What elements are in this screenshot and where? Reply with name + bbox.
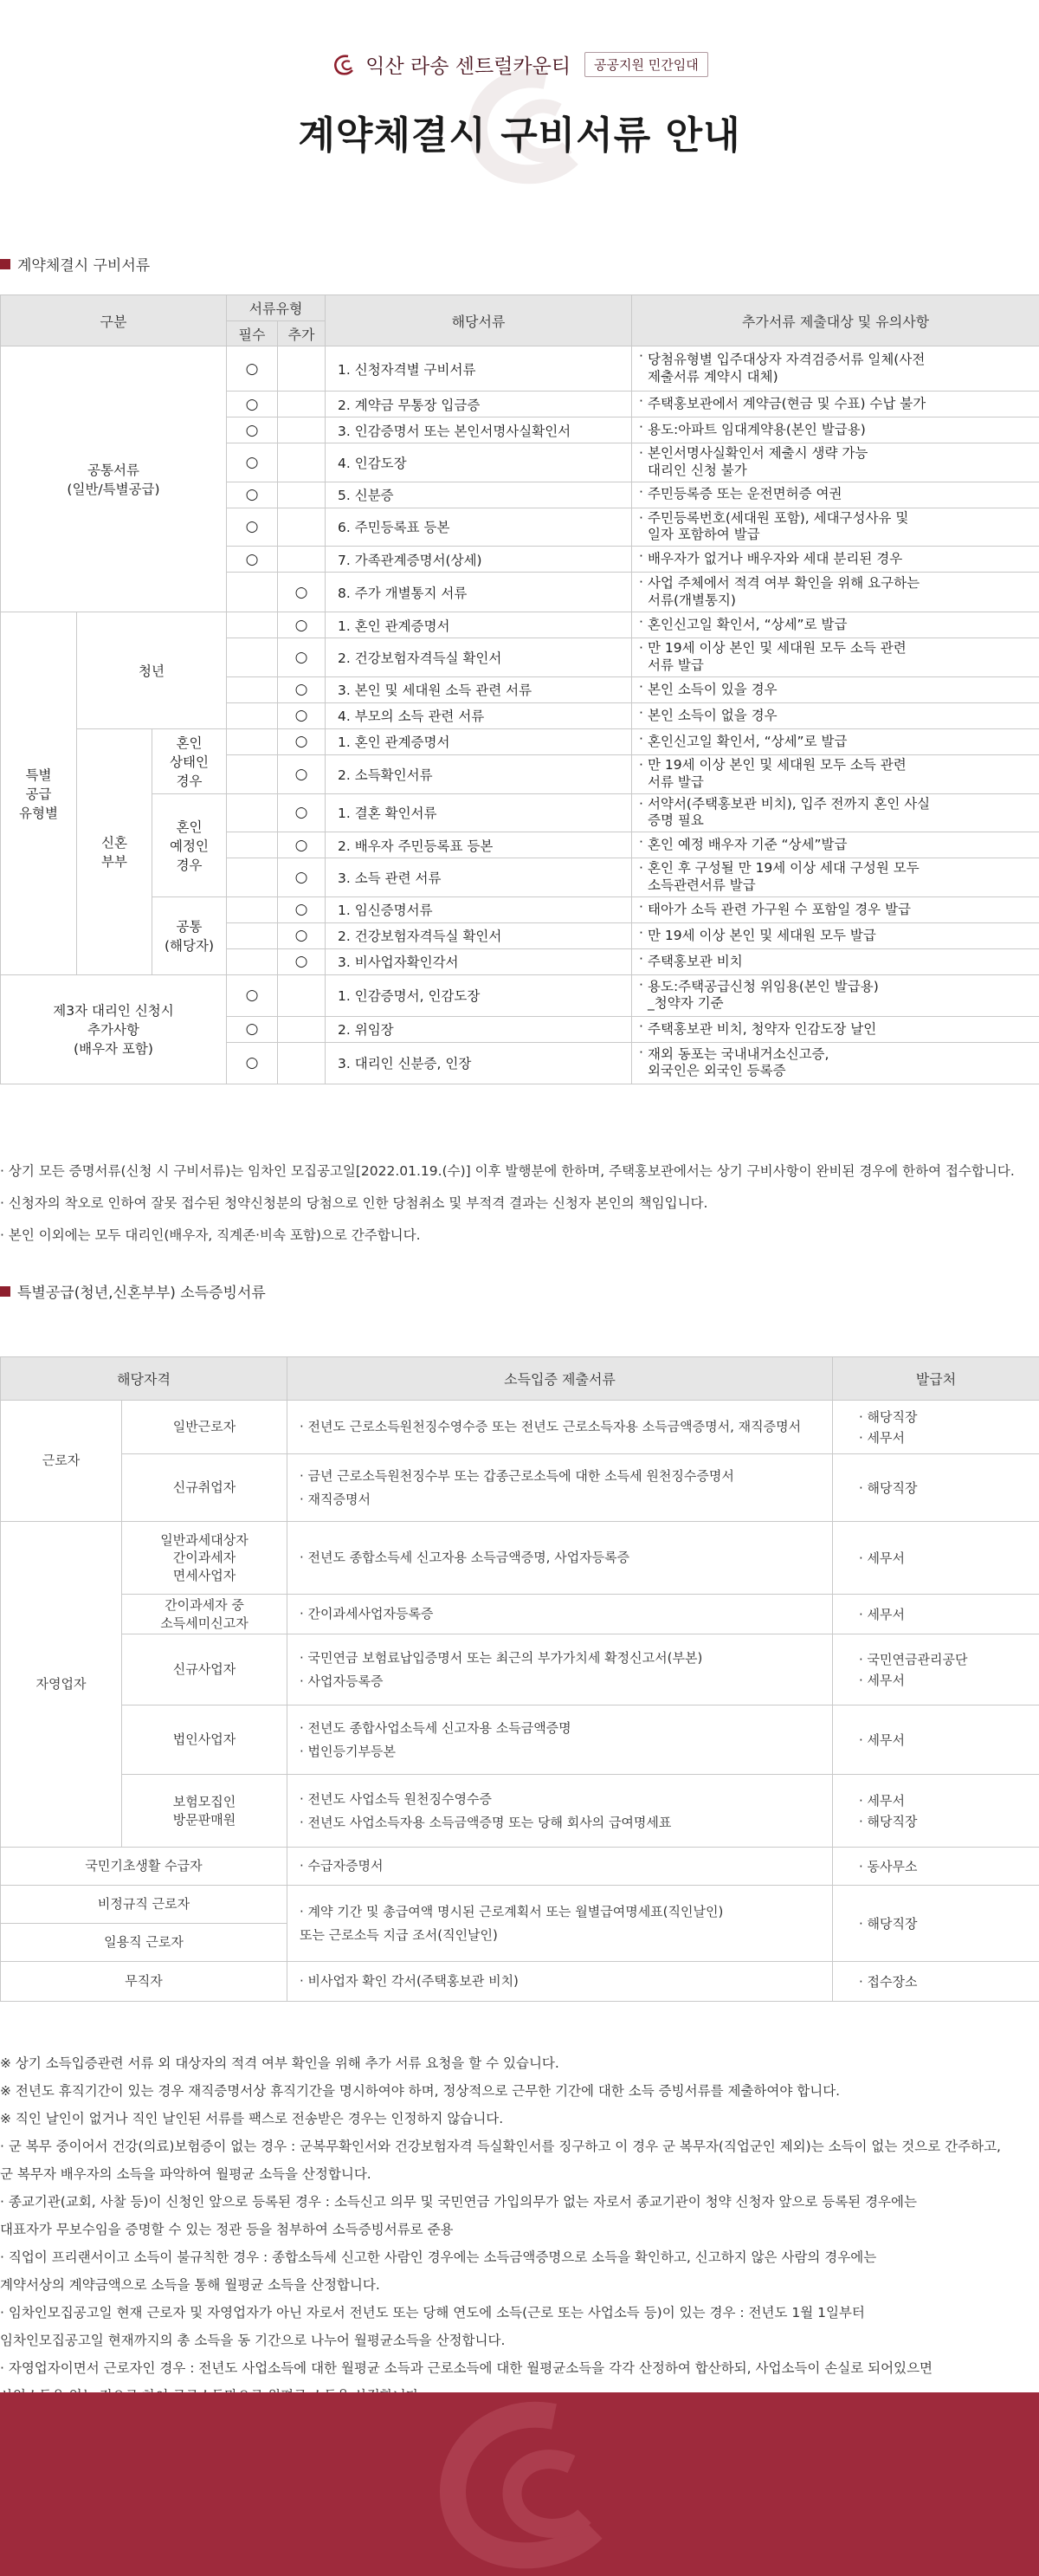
doc-name: 4. 부모의 소득 관련 서류: [326, 702, 632, 728]
footnote: ※ 직인 날인이 없거나 직인 날인된 서류를 팩스로 전송받은 경우는 인정하지 않습니다.: [0, 2111, 504, 2126]
qual-name: 비정규직 근로자: [1, 1886, 287, 1924]
additional-mark: [278, 974, 326, 1016]
group-self-employed: 자영업자: [1, 1522, 122, 1848]
table-row: [1, 1962, 1039, 2002]
doc-name: 2. 건강보험자격득실 확인서: [326, 922, 632, 948]
section2-footnotes: [0, 2049, 1039, 2410]
doc-note: · 본인 소득이 없을 경우: [632, 702, 1039, 728]
doc-note: · 만 19세 이상 본인 및 세대원 모두 발급: [632, 922, 1039, 948]
group-youth: 청년: [77, 612, 227, 729]
required-mark: [227, 832, 278, 858]
required-mark: ○: [227, 974, 278, 1016]
required-mark: ○: [227, 1016, 278, 1042]
additional-mark: ○: [278, 728, 326, 754]
doc-note: · 주택홍보관에서 계약금(현금 및 수표) 수납 불가: [632, 392, 1039, 417]
header-doc-type: 서류유형: [227, 295, 326, 321]
doc-name: 5. 신분증: [326, 482, 632, 508]
issuer: · 해당직장 · 세무서: [833, 1401, 1039, 1454]
footnote: · 직업이 프리랜서이고 소득이 불규칙한 경우 : 종합소득세 신고한 사람인 경우에는 소득금액증명으로 소득을 확인하고, 신고하지 않은 사람의 경우에는: [0, 2249, 877, 2265]
doc-name: 2. 건강보험자격득실 확인서: [326, 638, 632, 677]
footnote: 대표자가 무보수임을 증명할 수 있는 정관 등을 첨부하여 소득증빙서류로 준용: [0, 2222, 454, 2237]
doc-name: 4. 인감도장: [326, 443, 632, 482]
income-doc: · 금년 근로소득원천징수부 또는 갑종근로소득에 대한 소득세 원천징수증명서 · 재직증명서: [287, 1454, 833, 1522]
doc-name: 2. 배우자 주민등록표 등본: [326, 832, 632, 858]
required-mark: [227, 702, 278, 728]
qual-name: 무직자: [1, 1962, 287, 2002]
doc-note: · 주택홍보관 비치, 청약자 인감도장 날인: [632, 1016, 1039, 1042]
doc-note: · 혼인 후 구성될 만 19세 이상 세대 구성원 모두 소득관련서류 발급: [632, 858, 1039, 897]
qual-name: 간이과세자 중 소득세미신고자: [122, 1595, 287, 1634]
required-mark: [227, 948, 278, 974]
doc-note: · 재외 동포는 국내내거소신고증, 외국인은 외국인 등록증: [632, 1042, 1039, 1084]
doc-name: 2. 소득확인서류: [326, 754, 632, 793]
income-doc: · 전년도 근로소득원천징수영수증 또는 전년도 근로소득자용 소득금액증명서, 재직증명서: [287, 1401, 833, 1454]
issuer: · 세무서: [833, 1705, 1039, 1775]
required-mark: [227, 612, 278, 638]
doc-name: 3. 인감증명서 또는 본인서명사실확인서: [326, 417, 632, 443]
doc-note: · 사업 주체에서 적격 여부 확인을 위해 요구하는 서류(개별통지): [632, 573, 1039, 612]
doc-name: 1. 결혼 확인서류: [326, 793, 632, 832]
doc-name: 1. 혼인 관계증명서: [326, 728, 632, 754]
doc-name: 6. 주민등록표 등본: [326, 508, 632, 547]
issuer: · 동사무소: [833, 1848, 1039, 1886]
required-mark: [227, 728, 278, 754]
required-mark: [227, 676, 278, 702]
table-row: [1, 974, 1039, 1016]
additional-mark: ○: [278, 612, 326, 638]
additional-mark: [278, 417, 326, 443]
qual-name: 일반근로자: [122, 1401, 287, 1454]
doc-note: · 본인서명사실확인서 제출시 생략 가능 대리인 신청 불가: [632, 443, 1039, 482]
additional-mark: ○: [278, 832, 326, 858]
footnote: 계약서상의 계약금액으로 소득을 통해 월평균 소득을 산정합니다.: [0, 2277, 380, 2293]
doc-note: · 혼인신고일 확인서, “상세”로 발급: [632, 612, 1039, 638]
additional-mark: ○: [278, 638, 326, 677]
group-married: 혼인 상태인 경우: [152, 728, 227, 793]
additional-mark: [278, 547, 326, 573]
header-qual: 해당자격: [1, 1357, 287, 1401]
issuer: · 세무서: [833, 1595, 1039, 1634]
doc-name: 3. 비사업자확인각서: [326, 948, 632, 974]
additional-mark: [278, 1042, 326, 1084]
footnote: · 종교기관(교회, 사찰 등)이 신청인 앞으로 등록된 경우 : 소득신고 의무 및 국민연금 가입의무가 없는 자로서 종교기관이 청약 신청자 앞으로 등록된 경우에는: [0, 2194, 917, 2210]
table-row: [1, 1775, 1039, 1848]
footnote: · 군 복무 중이어서 건강(의료)보험증이 없는 경우 : 군복무확인서와 건강보험자격 득실확인서를 징구하고 이 경우 군 복무자(직업군인 제외)는 소득이 없는 것으로 간주하고,: [0, 2139, 1001, 2154]
doc-note: · 본인 소득이 있을 경우: [632, 676, 1039, 702]
section-marker-icon: [0, 1286, 10, 1297]
additional-mark: ○: [278, 754, 326, 793]
additional-mark: [278, 346, 326, 392]
additional-mark: [278, 1016, 326, 1042]
header-additional: 추가: [278, 321, 326, 346]
doc-note: · 용도:주택공급신청 위임용(본인 발급용) _청약자 기준: [632, 974, 1039, 1016]
table-row: [1, 1848, 1039, 1886]
header: [0, 0, 1039, 199]
income-doc: · 전년도 종합사업소득세 신고자용 소득금액증명 · 법인등기부등본: [287, 1705, 833, 1775]
required-mark: [227, 638, 278, 677]
table-row: [1, 1454, 1039, 1522]
footnote: · 자영업자이면서 근로자인 경우 : 전년도 사업소득에 대한 월평균 소득과 근로소득에 대한 월평균소득을 각각 산정하여 합산하되, 사업소득이 손실로 되어있으면: [0, 2360, 933, 2376]
brand-tag: 공공지원 민간임대: [584, 52, 708, 77]
required-mark: ○: [227, 346, 278, 392]
issuer: · 해당직장: [833, 1886, 1039, 1962]
additional-mark: [278, 482, 326, 508]
header-docs: 해당서류: [326, 295, 632, 346]
header-issuer: 발급처: [833, 1357, 1039, 1401]
doc-note: · 만 19세 이상 본인 및 세대원 모두 소득 관련 서류 발급: [632, 638, 1039, 677]
additional-mark: ○: [278, 858, 326, 897]
group-common: 공통서류 (일반/특별공급): [1, 346, 227, 612]
footnote: · 신청자의 착오로 인하여 잘못 접수된 청약신청분의 당첨으로 인한 당첨취소 및 부적격 결과는 신청자 본인의 책임입니다.: [0, 1195, 708, 1211]
additional-mark: ○: [278, 702, 326, 728]
table-row: [1, 896, 1039, 922]
table-row: [1, 728, 1039, 754]
table-row: [1, 1401, 1039, 1454]
qual-name: 일용직 근로자: [1, 1924, 287, 1962]
qual-name: 보험모집인 방문판매원: [122, 1775, 287, 1848]
issuer: · 접수장소: [833, 1962, 1039, 2002]
doc-name: 3. 대리인 신분증, 인장: [326, 1042, 632, 1084]
income-doc: · 전년도 종합소득세 신고자용 소득금액증명, 사업자등록증: [287, 1522, 833, 1595]
group-proxy: 제3자 대리인 신청시 추가사항 (배우자 포함): [1, 974, 227, 1084]
required-mark: ○: [227, 508, 278, 547]
footnote: · 상기 모든 증명서류(신청 시 구비서류)는 임차인 모집공고일[2022.01.19.(수)] 이후 발행분에 한하며, 주택홍보관에서는 상기 구비사항이 완비된 경우에 한하여 접수합니다.: [0, 1163, 1015, 1179]
section1-footnotes: [0, 1155, 1039, 1252]
table-row: [1, 1886, 1039, 1924]
group-both: 공통 (해당자): [152, 896, 227, 974]
header-required: 필수: [227, 321, 278, 346]
income-doc: · 전년도 사업소득 원천징수영수증 · 전년도 사업소득자용 소득금액증명 또는 당해 회사의 급여명세표: [287, 1775, 833, 1848]
additional-mark: ○: [278, 896, 326, 922]
doc-name: 2. 위임장: [326, 1016, 632, 1042]
additional-mark: [278, 443, 326, 482]
additional-mark: ○: [278, 676, 326, 702]
additional-mark: ○: [278, 573, 326, 612]
required-mark: ○: [227, 547, 278, 573]
additional-mark: ○: [278, 922, 326, 948]
required-mark: [227, 922, 278, 948]
table-row: [1, 1595, 1039, 1634]
footnote: 임차인모집공고일 현재까지의 총 소득을 동 기간으로 나누어 월평균소득을 산정합니다.: [0, 2333, 506, 2348]
issuer: · 세무서: [833, 1522, 1039, 1595]
additional-mark: ○: [278, 793, 326, 832]
doc-note: · 혼인 예정 배우자 기준 “상세”발급: [632, 832, 1039, 858]
required-mark: [227, 754, 278, 793]
group-engaged: 혼인 예정인 경우: [152, 793, 227, 896]
footnote: · 본인 이외에는 모두 대리인(배우자, 직계존·비속 포함)으로 간주합니다.: [0, 1227, 421, 1243]
qual-name: 신규사업자: [122, 1634, 287, 1705]
required-mark: ○: [227, 443, 278, 482]
table-row: [1, 612, 1039, 638]
header-category: 구분: [1, 295, 227, 346]
table-row: [1, 1705, 1039, 1775]
footer-band: [0, 2392, 1039, 2576]
required-mark: [227, 793, 278, 832]
additional-mark: [278, 508, 326, 547]
table-row: [1, 1634, 1039, 1705]
required-mark: ○: [227, 482, 278, 508]
doc-name: 1. 신청자격별 구비서류: [326, 346, 632, 392]
required-mark: [227, 573, 278, 612]
additional-mark: [278, 392, 326, 417]
issuer: · 세무서 · 해당직장: [833, 1775, 1039, 1848]
table-row: [1, 346, 1039, 392]
section2-title: 특별공급(청년,신혼부부) 소득증빙서류: [0, 1280, 266, 1302]
brand-logo-icon: [331, 52, 357, 78]
table-row: [1, 793, 1039, 832]
issuer: · 해당직장: [833, 1454, 1039, 1522]
income-docs-table: [0, 1356, 1039, 2002]
footnote: · 임차인모집공고일 현재 근로자 및 자영업자가 아닌 자로서 전년도 또는 당해 연도에 소득(근로 또는 사업소득 등)이 있는 경우 : 전년도 1월 1일부터: [0, 2305, 865, 2320]
table-row: [1, 1522, 1039, 1595]
required-mark: [227, 896, 278, 922]
qual-name: 신규취업자: [122, 1454, 287, 1522]
doc-note: · 주민등록번호(세대원 포함), 세대구성사유 및 일자 포함하여 발급: [632, 508, 1039, 547]
doc-name: 1. 임신증명서류: [326, 896, 632, 922]
doc-name: 2. 계약금 무통장 입금증: [326, 392, 632, 417]
required-docs-table: [0, 294, 1039, 1084]
doc-name: 3. 소득 관련 서류: [326, 858, 632, 897]
income-doc: · 계약 기간 및 총급여액 명시된 근로계획서 또는 월별급여명세표(직인날인) 또는 근로소득 지급 조서(직인날인): [287, 1886, 833, 1962]
doc-note: · 당첨유형별 입주대상자 자격검증서류 일체(사전 제출서류 계약시 대체): [632, 346, 1039, 392]
header-notes: 추가서류 제출대상 및 유의사항: [632, 295, 1039, 346]
brand-row: [0, 50, 1039, 79]
required-mark: ○: [227, 417, 278, 443]
qual-name: 일반과세대상자 간이과세자 면세사업자: [122, 1522, 287, 1595]
doc-note: · 용도:아파트 임대계약용(본인 발급용): [632, 417, 1039, 443]
qual-name: 국민기초생활 수급자: [1, 1848, 287, 1886]
additional-mark: ○: [278, 948, 326, 974]
group-special: 특별 공급 유형별: [1, 612, 77, 975]
required-mark: [227, 858, 278, 897]
group-worker: 근로자: [1, 1401, 122, 1522]
issuer: · 국민연금관리공단 · 세무서: [833, 1634, 1039, 1705]
required-mark: ○: [227, 392, 278, 417]
doc-name: 8. 주가 개별통지 서류: [326, 573, 632, 612]
income-doc: · 간이과세사업자등록증: [287, 1595, 833, 1634]
qual-name: 법인사업자: [122, 1705, 287, 1775]
section-marker-icon: [0, 259, 10, 269]
doc-note: · 서약서(주택홍보관 비치), 입주 전까지 혼인 사실 증명 필요: [632, 793, 1039, 832]
doc-name: 1. 인감증명서, 인감도장: [326, 974, 632, 1016]
income-doc: · 비사업자 확인 각서(주택홍보관 비치): [287, 1962, 833, 2002]
doc-note: · 혼인신고일 확인서, “상세”로 발급: [632, 728, 1039, 754]
section1-title: 계약체결시 구비서류: [0, 253, 150, 275]
doc-note: · 주민등록증 또는 운전면허증 여권: [632, 482, 1039, 508]
doc-note: · 주택홍보관 비치: [632, 948, 1039, 974]
brand-name: 익산 라송 센트럴카운티: [365, 55, 571, 78]
header-income-docs: 소득입증 제출서류: [287, 1357, 833, 1401]
income-doc: · 수급자증명서: [287, 1848, 833, 1886]
doc-name: 7. 가족관계증명서(상세): [326, 547, 632, 573]
footnote: ※ 전년도 휴직기간이 있는 경우 재직증명서상 휴직기간을 명시하여야 하며, 정상적으로 근무한 기간에 대한 소득 증빙서류를 제출하여야 합니다.: [0, 2083, 841, 2099]
doc-note: · 만 19세 이상 본인 및 세대원 모두 소득 관련 서류 발급: [632, 754, 1039, 793]
footnote: ※ 상기 소득입증관련 서류 외 대상자의 적격 여부 확인을 위해 추가 서류 요청을 할 수 있습니다.: [0, 2055, 559, 2071]
required-mark: ○: [227, 1042, 278, 1084]
doc-note: · 태아가 소득 관련 가구원 수 포함일 경우 발급: [632, 896, 1039, 922]
page-title: 계약체결시 구비서류 안내: [298, 113, 741, 158]
income-doc: · 국민연금 보험료납입증명서 또는 최근의 부가가치세 확정신고서(부본) · 사업자등록증: [287, 1634, 833, 1705]
footnote: 군 복무자 배우자의 소득을 파악하여 월평균 소득을 산정합니다.: [0, 2166, 371, 2182]
group-newlywed: 신혼 부부: [77, 728, 152, 974]
doc-note: · 배우자가 없거나 배우자와 세대 분리된 경우: [632, 547, 1039, 573]
doc-name: 1. 혼인 관계증명서: [326, 612, 632, 638]
doc-name: 3. 본인 및 세대원 소득 관련 서류: [326, 676, 632, 702]
footer-watermark-icon: [407, 2399, 632, 2573]
